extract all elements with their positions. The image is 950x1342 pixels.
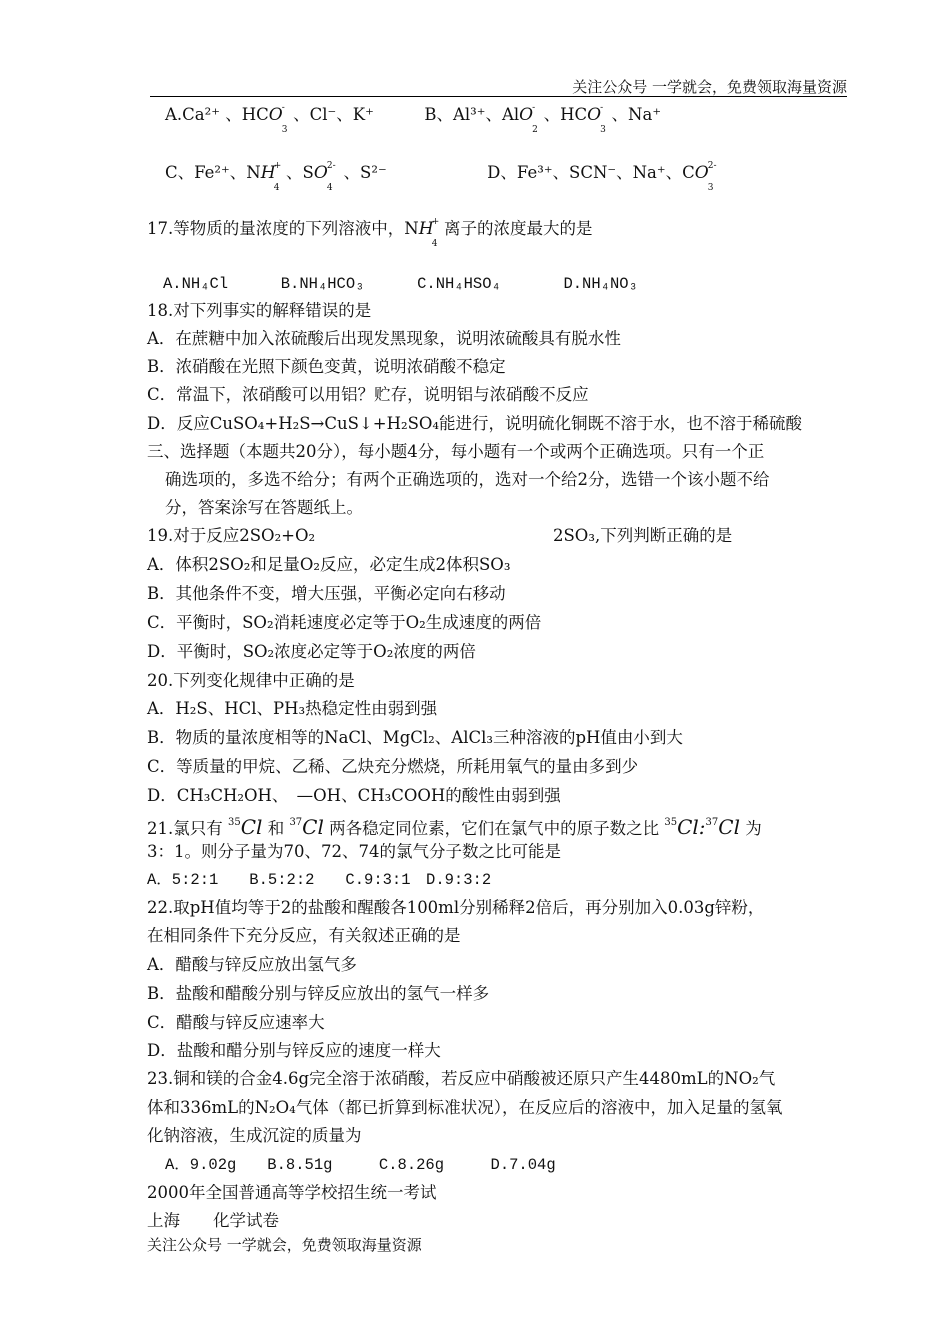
isotope-cl35: $^{35}$Cl [228, 815, 263, 839]
q22-line1: 22.取pH值均等于2的盐酸和醒酸各100ml分别稀释2倍后，再分别加入0.03g锌粉， [147, 898, 765, 917]
ion-nh4: H 4 + [260, 161, 282, 193]
q17-option-d: D.NH₄NO₃ [563, 275, 638, 293]
ion-hco3: O 3 - [268, 103, 288, 135]
q20-stem: 20.下列变化规律中正确的是 [147, 671, 355, 690]
q22-option-a: A．醋酸与锌反应放出氢气多 [147, 955, 357, 974]
q23-line3: 化钠溶液，生成沉淀的质量为 [147, 1126, 362, 1145]
q19-option-b: B．其他条件不变，增大压强，平衡必定向右移动 [147, 584, 506, 603]
q16-opt-b: B、Al³⁺、AlO 2 - 、HCO 3 - 、Na⁺ [424, 103, 662, 135]
q18-option-c: C．常温下，浓硝酸可以用铝？贮存，说明铝与浓硝酸不反应 [147, 385, 589, 404]
q19-option-d: D．平衡时，SO₂浓度必定等于O₂浓度的两倍 [147, 642, 476, 661]
section3-line2: 确选项的，多选不给分；有两个正确选项的，选对一个给2分，选错一个该小题不给 [165, 470, 770, 489]
footer-note: 关注公众号 一学就会，免费领取海量资源 [147, 1236, 422, 1254]
q19-stem-left: 19.对于反应2SO₂+O₂ [147, 526, 316, 545]
q17-options [163, 273, 638, 295]
ion-alo2: O 2 - [519, 103, 538, 135]
q16-row2 [165, 161, 717, 193]
isotope-cl37: $^{37}$Cl [289, 815, 324, 839]
q23-options: A．9.02g B.8.51g C.8.26g D.7.04g [165, 1156, 556, 1174]
exam-subtitle: 上海 化学试卷 [147, 1211, 279, 1230]
ion-so4: O 4 2- [313, 161, 336, 193]
header-note: 关注公众号 一学就会，免费领取海量资源 [572, 78, 847, 96]
q16-opt-d: D、Fe³⁺、SCN⁻、Na⁺、CO 3 2- [487, 161, 717, 193]
ion-hco3-b: O 3 - [587, 103, 606, 135]
q17-option-a: A.NH₄Cl [163, 275, 229, 293]
q19-option-a: A．体积2SO₂和足量O₂反应，必定生成2体积SO₃ [147, 555, 511, 574]
ion-nh4-q17: H 4 + [418, 217, 440, 249]
header-rule [150, 96, 847, 97]
q20-option-a: A．H₂S、HCl、PH₃热稳定性由弱到强 [147, 699, 438, 718]
isotope-ratio: $^{35}$Cl:$^{37}$Cl [664, 815, 740, 839]
q17-option-b: B.NH₄HCO₃ [280, 275, 365, 293]
q21-options: A．5:2:1 B.5:2:2 C.9:3:1 D.9:3:2 [147, 871, 492, 889]
q18-option-a: A．在蔗糖中加入浓硫酸后出现发黑现象，说明浓硫酸具有脱水性 [147, 329, 621, 348]
q20-option-d: D．CH₃CH₂OH、 —OH、CH₃COOH的酸性由弱到强 [147, 786, 561, 805]
q18-option-b: B．浓硝酸在光照下颜色变黄，说明浓硝酸不稳定 [147, 357, 506, 376]
q19-stem-right: 2SO₃,下列判断正确的是 [553, 526, 733, 545]
q22-option-c: C．醋酸与锌反应速率大 [147, 1013, 325, 1032]
q22-option-d: D．盐酸和醋分别与锌反应的速度一样大 [147, 1041, 441, 1060]
q18-stem: 18.对下列事实的解释错误的是 [147, 301, 372, 320]
section3-line3: 分，答案涂写在答题纸上。 [165, 498, 363, 517]
q17-stem: 17.等物质的量浓度的下列溶液中，NH 4 + 离子的浓度最大的是 [147, 217, 593, 249]
q19-option-c: C．平衡时，SO₂消耗速度必定等于O₂生成速度的两倍 [147, 613, 542, 632]
q21-line2: 3：1。则分子量为70、72、74的氯气分子数之比可能是 [147, 842, 561, 861]
q20-option-c: C．等质量的甲烷、乙稀、乙炔充分燃烧，所耗用氧气的量由多到少 [147, 757, 639, 776]
q23-line2: 体和336mL的N₂O₄气体（都已折算到标准状况），在反应后的溶液中，加入足量的氢氧 [147, 1098, 783, 1117]
exam-title: 2000年全国普通高等学校招生统一考试 [147, 1183, 437, 1202]
q20-option-b: B．物质的量浓度相等的NaCl、MgCl₂、AlCl₃三种溶液的pH值由小到大 [147, 728, 683, 747]
q17-option-c: C.NH₄HSO₄ [417, 275, 501, 293]
q21-stem: 21.氯只有 $^{35}$Cl 和 $^{37}$Cl 两各稳定同位素，它们在氯气中的原子数之比 $^{35}$Cl:$^{37}$Cl 为 [147, 815, 762, 839]
q23-line1: 23.铜和镁的合金4.6g完全溶于浓硝酸，若反应中硝酸被还原只产生4480mL的NO₂气 [147, 1069, 776, 1088]
q16-opt-c: C、Fe²⁺、NH 4 + 、SO 4 2- 、S²⁻ [165, 161, 387, 193]
q18-option-d: D．反应CuSO₄+H₂S→CuS↓+H₂SO₄能进行，说明硫化铜既不溶于水，也不溶于稀硫酸 [147, 414, 803, 433]
q16-opt-a: A.Ca²⁺ 、HCO 3 - 、Cl⁻、K⁺ [165, 103, 374, 135]
q16-row1 [165, 103, 662, 135]
section3-line1: 三、选择题（本题共20分），每小题4分，每小题有一个或两个正确选项。只有一个正 [147, 442, 765, 461]
q22-option-b: B．盐酸和醋酸分别与锌反应放出的氢气一样多 [147, 984, 490, 1003]
q22-line2: 在相同条件下充分反应，有关叙述正确的是 [147, 926, 461, 945]
ion-co3: O 3 2- [694, 161, 717, 193]
